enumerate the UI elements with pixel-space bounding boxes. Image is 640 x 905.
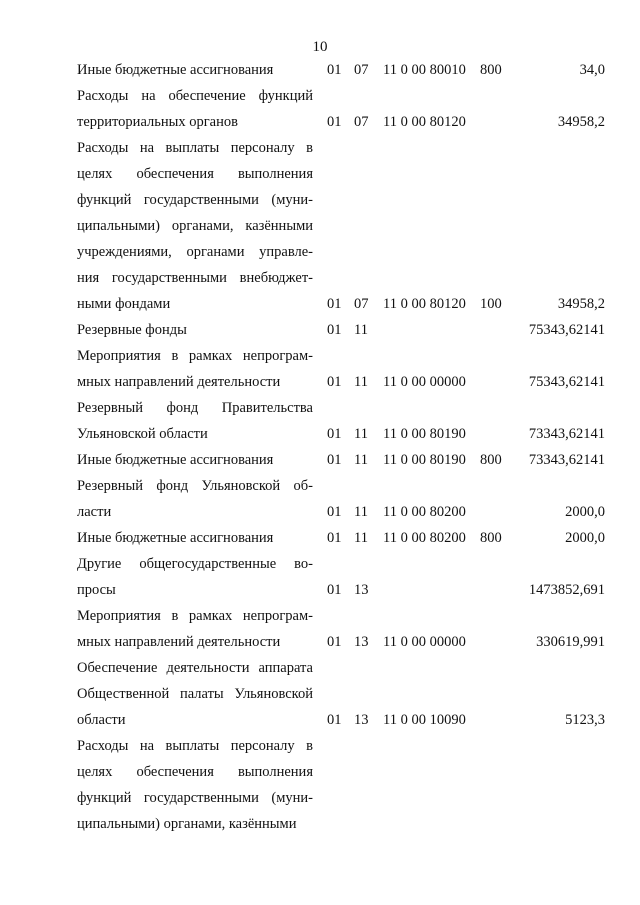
row-name-line: учреждениями, органами управле- <box>77 244 313 260</box>
section-code: 01 <box>327 634 342 650</box>
section-code: 01 <box>327 530 342 546</box>
row-name-line: Иные бюджетные ассигнования <box>77 452 274 468</box>
subsection-code: 11 <box>354 426 368 442</box>
target-article-code: 11 0 00 80190 <box>383 426 466 442</box>
row-name <box>77 451 313 477</box>
subsection-code: 07 <box>354 114 369 130</box>
row-name <box>77 477 313 529</box>
amount: 5123,3 <box>565 712 605 728</box>
section-code: 01 <box>327 322 342 338</box>
amount: 34958,2 <box>557 114 605 130</box>
row-name-line: области <box>77 712 126 728</box>
section-code: 01 <box>327 62 342 78</box>
table-row <box>0 607 640 659</box>
table-row <box>0 477 640 529</box>
row-name-line: Резервные фонды <box>77 322 187 338</box>
table-row <box>0 321 640 347</box>
row-name <box>77 321 313 347</box>
row-name-line: Общественной палаты Ульяновской <box>77 686 313 702</box>
table-row <box>0 139 640 321</box>
amount: 75343,62141 <box>528 322 605 338</box>
amount: 34,0 <box>579 62 605 78</box>
subsection-code: 11 <box>354 374 368 390</box>
section-code: 01 <box>327 296 342 312</box>
row-name-line: Иные бюджетные ассигнования <box>77 530 274 546</box>
row-name <box>77 347 313 399</box>
section-code: 01 <box>327 114 342 130</box>
subsection-code: 11 <box>354 530 368 546</box>
row-name-line: ципальными) органами, казёнными <box>77 218 313 234</box>
row-name-line: Другие общегосударственные во- <box>77 556 313 572</box>
row-name-line: Расходы на обеспечение функций <box>77 88 313 104</box>
expense-type-code: 100 <box>480 296 502 312</box>
target-article-code: 11 0 00 00000 <box>383 374 466 390</box>
amount: 34958,2 <box>557 296 605 312</box>
table-row <box>0 659 640 737</box>
table-row <box>0 87 640 139</box>
row-name-line: ния государственными внебюджет- <box>77 270 313 286</box>
amount: 75343,62141 <box>528 374 605 390</box>
target-article-code: 11 0 00 00000 <box>383 634 466 650</box>
row-name-line: территориальных органов <box>77 114 238 130</box>
section-code: 01 <box>327 504 342 520</box>
page-number: 10 <box>312 39 328 55</box>
row-name-line: Мероприятия в рамках непрограм- <box>77 608 313 624</box>
row-name-line: ными фондами <box>77 296 171 312</box>
expense-type-code: 800 <box>480 530 502 546</box>
row-name-line: ласти <box>77 504 112 520</box>
section-code: 01 <box>327 452 342 468</box>
table-row <box>0 399 640 451</box>
target-article-code: 11 0 00 10090 <box>383 712 466 728</box>
row-name-line: Иные бюджетные ассигнования <box>77 62 274 78</box>
section-code: 01 <box>327 712 342 728</box>
row-name-line: Мероприятия в рамках непрограм- <box>77 348 313 364</box>
table-row <box>0 347 640 399</box>
row-name-line: Резервный фонд Правительства <box>77 400 313 416</box>
row-name-line: Расходы на выплаты персоналу в <box>77 738 313 754</box>
row-name <box>77 555 313 607</box>
row-name <box>77 87 313 139</box>
subsection-code: 13 <box>354 634 369 650</box>
row-name-line: просы <box>77 582 116 598</box>
row-name <box>77 61 313 87</box>
target-article-code: 11 0 00 80120 <box>383 114 466 130</box>
row-name-line: целях обеспечения выполнения <box>77 166 313 182</box>
subsection-code: 11 <box>354 504 368 520</box>
row-name <box>77 659 313 737</box>
amount: 73343,62141 <box>528 452 605 468</box>
target-article-code: 11 0 00 80120 <box>383 296 466 312</box>
row-name-line: мных направлений деятельности <box>77 374 281 390</box>
amount: 1473852,691 <box>528 582 605 598</box>
target-article-code: 11 0 00 80200 <box>383 504 466 520</box>
section-code: 01 <box>327 426 342 442</box>
section-code: 01 <box>327 374 342 390</box>
table-row <box>0 529 640 555</box>
table-row <box>0 555 640 607</box>
row-name <box>77 737 313 841</box>
target-article-code: 11 0 00 80010 <box>383 62 466 78</box>
subsection-code: 07 <box>354 296 369 312</box>
expense-type-code: 800 <box>480 62 502 78</box>
row-name-line: функций государственными (муни- <box>77 192 313 208</box>
row-name <box>77 399 313 451</box>
subsection-code: 07 <box>354 62 369 78</box>
amount: 2000,0 <box>565 504 605 520</box>
amount: 330619,991 <box>536 634 605 650</box>
table-row <box>0 737 640 841</box>
amount: 2000,0 <box>565 530 605 546</box>
row-name <box>77 607 313 659</box>
target-article-code: 11 0 00 80200 <box>383 530 466 546</box>
row-name-line: Обеспечение деятельности аппарата <box>77 660 313 676</box>
row-name-line: Расходы на выплаты персоналу в <box>77 140 313 156</box>
row-name-line: целях обеспечения выполнения <box>77 764 313 780</box>
subsection-code: 11 <box>354 322 368 338</box>
amount: 73343,62141 <box>528 426 605 442</box>
subsection-code: 13 <box>354 582 369 598</box>
row-name-line: Ульяновской области <box>77 426 208 442</box>
row-name-line: ципальными) органами, казёнными <box>77 816 297 832</box>
row-name <box>77 139 313 321</box>
table-row <box>0 61 640 87</box>
target-article-code: 11 0 00 80190 <box>383 452 466 468</box>
row-name-line: Резервный фонд Ульяновской об- <box>77 478 313 494</box>
subsection-code: 11 <box>354 452 368 468</box>
subsection-code: 13 <box>354 712 369 728</box>
table-row <box>0 451 640 477</box>
section-code: 01 <box>327 582 342 598</box>
row-name-line: мных направлений деятельности <box>77 634 281 650</box>
expense-type-code: 800 <box>480 452 502 468</box>
row-name <box>77 529 313 555</box>
row-name-line: функций государственными (муни- <box>77 790 313 806</box>
